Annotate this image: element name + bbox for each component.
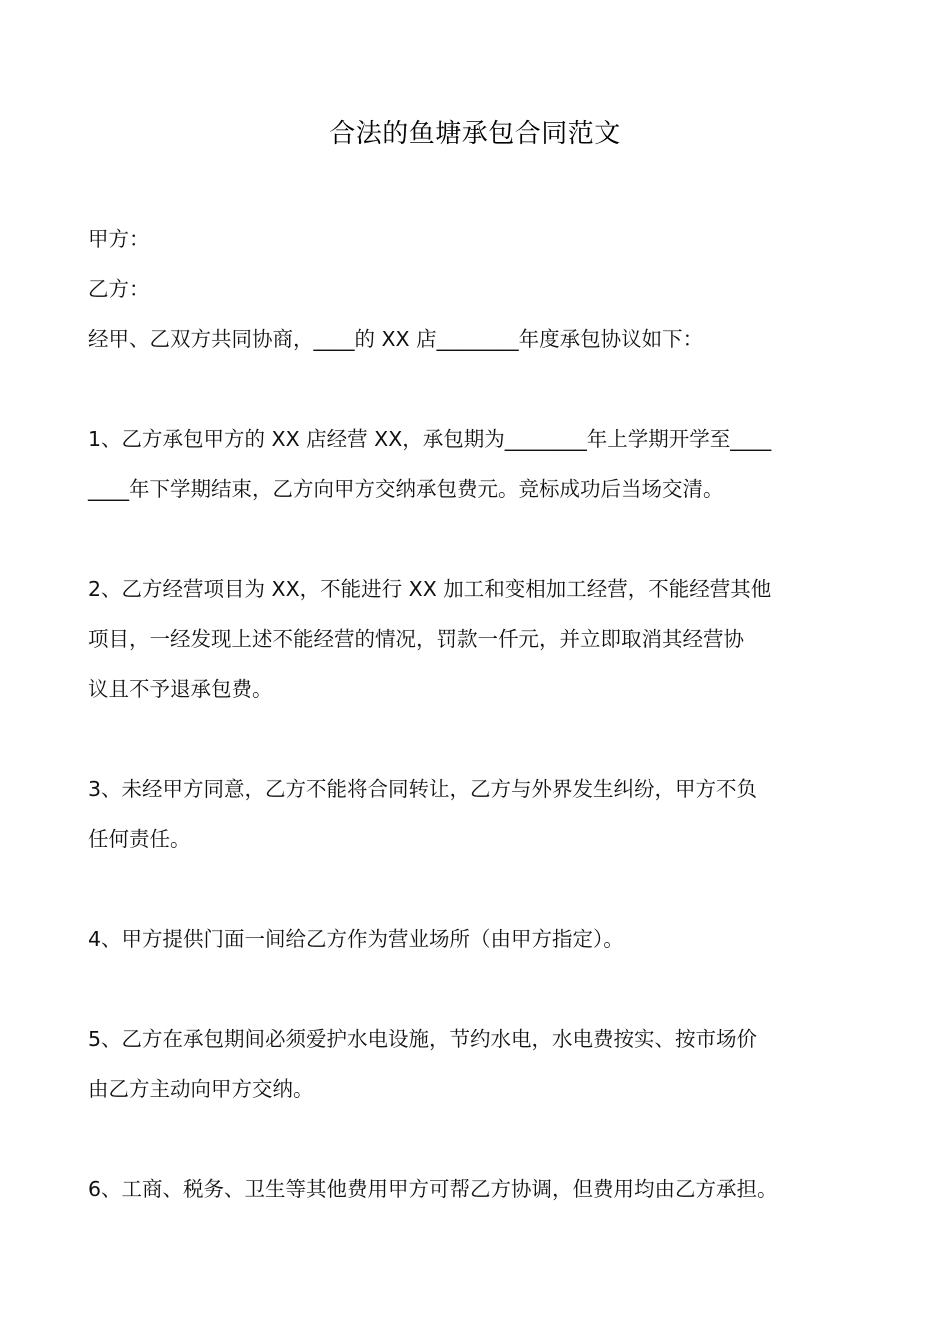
clause-2	[88, 564, 878, 714]
paragraph-spacer	[88, 364, 878, 414]
clause-3-line-2: 任何责任。	[88, 827, 191, 851]
clause-4	[88, 914, 878, 964]
clause-5	[88, 1014, 878, 1114]
paragraph-spacer	[88, 864, 878, 914]
clause-2-line-1: 2、乙方经营项目为 XX，不能进行 XX 加工和变相加工经营，不能经营其他	[88, 577, 772, 601]
paragraph-spacer	[88, 1114, 878, 1164]
clause-6	[88, 1164, 878, 1214]
clause-2-line-2: 项目，一经发现上述不能经营的情况，罚款一仟元，并立即取消其经营协	[88, 627, 744, 651]
clause-1	[88, 414, 878, 514]
clause-5-line-2: 由乙方主动向甲方交纳。	[88, 1077, 314, 1101]
paragraph-spacer	[88, 714, 878, 764]
clause-6-line-1: 6、工商、税务、卫生等其他费用甲方可帮乙方协调，但费用均由乙方承担。	[88, 1177, 778, 1201]
paragraph-spacer	[88, 514, 878, 564]
document-body	[88, 214, 878, 1214]
clause-1-line-1: 1、乙方承包甲方的 XX 店经营 XX，承包期为________年上学期开学至____	[88, 427, 772, 451]
party-a-label: 甲方：	[88, 227, 150, 251]
clause-3	[88, 764, 878, 864]
clause-5-line-1: 5、乙方在承包期间必须爱护水电设施，节约水电，水电费按实、按市场价	[88, 1027, 758, 1051]
clause-2-line-3: 议且不予退承包费。	[88, 677, 273, 701]
document-title: 合法的鱼塘承包合同范文	[329, 119, 621, 149]
party-b-label: 乙方：	[88, 277, 150, 301]
clause-4-line-1: 4、甲方提供门面一间给乙方作为营业场所（由甲方指定）。	[88, 927, 624, 951]
paragraph-spacer	[88, 964, 878, 1014]
clause-3-line-1: 3、未经甲方同意，乙方不能将合同转让，乙方与外界发生纠纷，甲方不负	[88, 777, 758, 801]
clause-1-line-2: ____年下学期结束，乙方向甲方交纳承包费元。竞标成功后当场交清。	[88, 477, 724, 501]
intro-paragraph: 经甲、乙双方共同协商，____的 XX 店________年度承包协议如下：	[88, 327, 704, 351]
